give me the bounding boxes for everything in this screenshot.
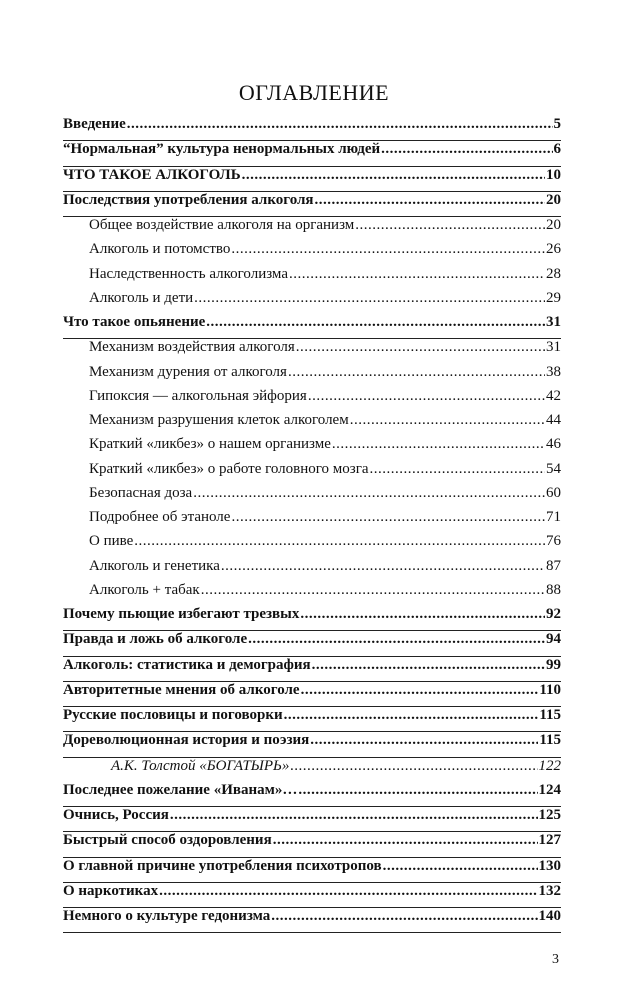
- toc-entry: [63, 606, 561, 631]
- dot-leader: [310, 732, 538, 749]
- toc-entry: [63, 509, 561, 533]
- toc-entry-label: Алкоголь и генетика: [89, 557, 220, 574]
- dot-leader: [300, 606, 545, 623]
- toc-entry-label: Алкоголь и дети: [89, 289, 194, 306]
- dot-leader: [231, 509, 545, 526]
- toc-entry: [63, 582, 561, 606]
- toc-entry-label: Подробнее об этаноле: [89, 509, 231, 525]
- dot-leader: [170, 807, 538, 824]
- toc-entry: [63, 732, 561, 757]
- toc-entry-label: Быстрый способ оздоровления: [63, 832, 272, 849]
- toc-entry-label: Краткий «ликбез» о работе головного мозга: [89, 460, 369, 477]
- dot-leader: [248, 631, 545, 648]
- dot-leader: [332, 436, 545, 453]
- toc-entry: [63, 807, 561, 832]
- toc-entry-label: Почему пьющие избегают трезвых: [63, 606, 300, 622]
- dot-leader: [308, 388, 545, 405]
- dot-leader: [296, 339, 545, 356]
- toc-entry-page: 130: [538, 857, 561, 874]
- toc-entry: [63, 290, 561, 314]
- dot-leader: [355, 217, 545, 234]
- dot-leader: [312, 657, 545, 674]
- toc-entry: [63, 266, 561, 290]
- toc-entry-label: “Нормальная” культура ненормальных людей: [63, 141, 381, 158]
- toc-entry-label: Последнее пожелание «Иванам»…: [63, 781, 298, 798]
- toc-entry-label: О пиве: [89, 533, 134, 550]
- dot-leader: [289, 266, 545, 283]
- dot-leader: [350, 412, 545, 429]
- toc-entry-label: Русские пословицы и поговорки: [63, 707, 283, 723]
- toc-entry-page: 38: [546, 363, 561, 380]
- toc-entry-page: 87: [546, 557, 561, 574]
- toc-entry: [63, 631, 561, 656]
- toc-entry-page: 122: [538, 757, 561, 774]
- toc-entry: [63, 412, 561, 436]
- toc-entry-label: Авторитетные мнения об алкоголе: [63, 681, 300, 698]
- toc-entry: [63, 116, 561, 141]
- toc-entry: [63, 217, 561, 241]
- toc-entry-label: О наркотиках: [63, 882, 159, 899]
- toc-entry-page: 31: [546, 314, 561, 330]
- toc-entry-label: Наследственность алкоголизма: [89, 265, 288, 282]
- toc-entry-page: 20: [546, 191, 561, 208]
- table-of-contents: [63, 116, 561, 933]
- toc-entry-page: 71: [546, 509, 561, 525]
- dot-leader: [159, 883, 537, 900]
- toc-entry-page: 76: [546, 533, 561, 550]
- toc-entry: [63, 192, 561, 217]
- toc-entry-label: Механизм дурения от алкоголя: [89, 363, 287, 380]
- dot-leader: [242, 167, 545, 184]
- toc-entry-label: Немного о культуре гедонизма: [63, 908, 271, 924]
- dot-leader: [288, 364, 545, 381]
- toc-entry-page: 99: [546, 656, 561, 673]
- dot-leader: [201, 582, 545, 599]
- toc-entry: [63, 485, 561, 509]
- toc-entry: [63, 832, 561, 857]
- toc-entry: [63, 533, 561, 557]
- toc-entry: [63, 908, 561, 933]
- toc-entry-label: ЧТО ТАКОЕ АЛКОГОЛЬ: [63, 166, 241, 183]
- toc-entry-label: Безопасная доза: [89, 484, 193, 501]
- dot-leader: [134, 533, 545, 550]
- toc-entry: [63, 461, 561, 485]
- dot-leader: [194, 290, 545, 307]
- toc-entry-label: Алкоголь + табак: [89, 581, 200, 598]
- toc-entry-label: А.К. Толстой «БОГАТЫРЬ»: [111, 757, 290, 774]
- toc-entry-page: 44: [546, 412, 561, 428]
- dot-leader: [381, 141, 552, 158]
- toc-entry-page: 115: [539, 732, 561, 749]
- toc-entry: [63, 883, 561, 908]
- toc-entry-page: 28: [546, 265, 561, 282]
- dot-leader: [127, 116, 553, 133]
- toc-entry: [63, 241, 561, 265]
- dot-leader: [273, 832, 538, 849]
- toc-entry-label: Общее воздействие алкоголя на организм: [89, 217, 355, 233]
- toc-entry-label: Что такое опьянение: [63, 314, 206, 330]
- dot-leader: [221, 558, 545, 575]
- dot-leader: [298, 782, 537, 799]
- toc-entry-page: 94: [546, 631, 561, 648]
- toc-entry-label: Введение: [63, 116, 126, 132]
- toc-entry-label: Последствия употребления алкоголя: [63, 191, 314, 208]
- dot-leader: [231, 241, 545, 258]
- toc-entry-page: 132: [538, 882, 561, 899]
- dot-leader: [301, 682, 539, 699]
- dot-leader: [315, 192, 545, 209]
- toc-entry-page: 115: [539, 707, 561, 723]
- toc-entry-page: 31: [546, 339, 561, 356]
- dot-leader: [290, 758, 537, 775]
- toc-entry: [63, 858, 561, 883]
- toc-entry: [63, 388, 561, 412]
- dot-leader: [284, 707, 539, 724]
- toc-entry-page: 29: [546, 289, 561, 306]
- toc-entry: [63, 364, 561, 388]
- toc-entry-page: 140: [538, 908, 561, 924]
- dot-leader: [383, 858, 538, 875]
- toc-entry: [63, 707, 561, 732]
- toc-entry: [63, 782, 561, 807]
- toc-entry-label: О главной причине употребления психотропов: [63, 857, 382, 874]
- dot-leader: [271, 908, 537, 925]
- toc-entry-label: Гипоксия — алкогольная эйфория: [89, 387, 307, 404]
- toc-entry: [63, 141, 561, 166]
- toc-entry: [63, 758, 561, 782]
- toc-entry: [63, 167, 561, 192]
- toc-entry: [63, 682, 561, 707]
- toc-entry-page: 26: [546, 241, 561, 258]
- toc-entry-label: Механизм воздействия алкоголя: [89, 339, 295, 356]
- toc-entry-label: Правда и ложь об алкоголе: [63, 631, 248, 648]
- toc-entry-page: 10: [546, 166, 561, 183]
- toc-entry-page: 125: [538, 807, 561, 823]
- toc-entry-page: 124: [538, 781, 561, 798]
- toc-title: ОГЛАВЛЕНИЕ: [238, 80, 390, 105]
- toc-entry: [63, 314, 561, 339]
- toc-entry-label: Очнись, Россия: [63, 807, 169, 823]
- toc-entry-page: 20: [546, 217, 561, 233]
- toc-entry-label: Алкоголь и потомство: [89, 241, 231, 258]
- toc-entry: [63, 339, 561, 363]
- toc-entry-label: Алкоголь: статистика и демография: [63, 656, 311, 673]
- toc-entry-label: Краткий «ликбез» о нашем организме: [89, 436, 331, 453]
- toc-entry-page: 42: [546, 387, 561, 404]
- toc-entry-page: 60: [546, 484, 561, 501]
- toc-entry-page: 88: [546, 581, 561, 598]
- toc-entry-label: Механизм разрушения клеток алкоголем: [89, 412, 349, 428]
- dot-leader: [206, 314, 545, 331]
- toc-entry-page: 110: [539, 681, 561, 698]
- page-number: 3: [552, 952, 559, 967]
- toc-entry-label: Дореволюционная история и поэзия: [63, 732, 310, 749]
- dot-leader: [193, 485, 545, 502]
- toc-entry-page: 127: [538, 832, 561, 849]
- toc-entry: [63, 558, 561, 582]
- toc-entry: [63, 436, 561, 460]
- toc-entry-page: 54: [546, 460, 561, 477]
- toc-entry-page: 92: [546, 606, 561, 622]
- toc-entry-page: 6: [553, 141, 561, 158]
- dot-leader: [370, 461, 545, 478]
- toc-entry: [63, 657, 561, 682]
- toc-entry-page: 46: [546, 436, 561, 453]
- toc-entry-page: 5: [553, 116, 561, 132]
